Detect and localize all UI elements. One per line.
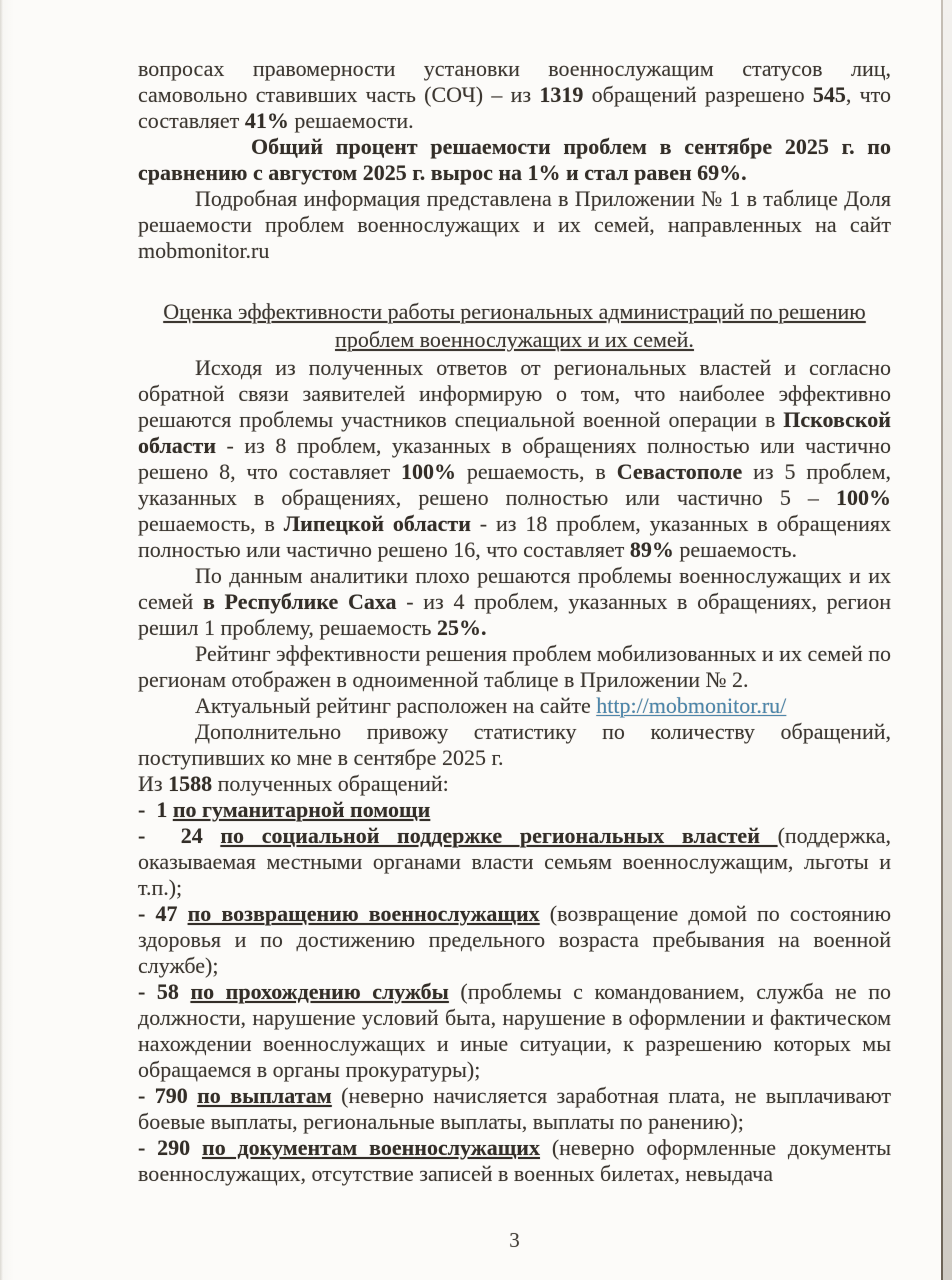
list-item-humanitarian-aid (138, 797, 891, 823)
text-segment: - 58 (138, 979, 191, 1004)
text-segment: Исходя из полученных ответов от региональных властей и согласно обратной связи заявителей информирую о том, что наиболее эффективно решаются проблемы участников специальной военной операции в (138, 355, 891, 432)
text-segment: Подробная информация представлена в Приложении № 1 в таблице Доля решаемости проблем военнослужащих и их семей, направленных на сайт mobmonitor.ru (138, 186, 891, 263)
text-segment: - из 18 проблем, указанных в обращениях полностью или частично решено 16, что составляет (138, 511, 891, 562)
text-segment: по социальной поддержке региональных властей (220, 823, 778, 848)
document-content (138, 56, 891, 1187)
text-segment: решаемость, в (138, 511, 284, 536)
text-segment: 25%. (436, 615, 487, 640)
text-segment: 89% (629, 537, 674, 562)
paragraph-sakha-republic (138, 563, 891, 641)
text-segment: (неверно начисляется заработная плата, не выплачивают боевые выплаты, региональные выплаты, выплаты по ранению); (138, 1083, 892, 1134)
text-segment: по гуманитарной помощи (172, 797, 431, 822)
text-segment: Дополнительно привожу статистику по количеству обращений, поступивших ко мне в сентябре 2025 г. (138, 719, 891, 770)
text-segment: (поддержка, оказываемая местными органами власти семьям военнослужащим, льготы и т.п.); (138, 823, 891, 900)
text-segment: Псковской области (138, 407, 891, 458)
text-segment: По данным аналитики плохо решаются проблемы военнослужащих и их семей (138, 563, 891, 614)
text-segment: Севастополе (616, 459, 743, 484)
list-item-social-support (138, 823, 891, 901)
text-segment: (проблемы с командованием, служба не по должности, нарушение условий быта, нарушение в оформлении и фактическом нахождении военнослужащих и иные ситуации, к разрешению которых мы обращаемся в органы прокуратуры); (138, 979, 891, 1082)
page-number: 3 (509, 1228, 520, 1252)
text-segment: обращений разрешено (583, 82, 813, 107)
text-segment: - 24 (138, 823, 221, 848)
paragraph-rating-appendix-2 (138, 641, 891, 693)
paragraph-appendix-1 (138, 186, 891, 264)
paragraph-total-appeals (138, 771, 891, 797)
text-segment: , что составляет (138, 82, 892, 133)
text-segment: по прохождению службы (190, 979, 449, 1004)
text-segment: 1588 (168, 771, 213, 796)
text-segment: Оценка эффективности работы региональных администраций по решению проблем военнослужащих и их семей. (163, 299, 866, 352)
text-segment: решаемости. (288, 108, 414, 133)
list-item-service-conditions (138, 979, 891, 1083)
text-segment: решаемость, в (456, 459, 617, 484)
text-segment: 100% (401, 459, 456, 484)
text-segment: в Республике Саха (202, 589, 397, 614)
paragraph-september-stats-intro (138, 719, 891, 771)
mobmonitor-link[interactable]: http://mobmonitor.ru/ (596, 693, 787, 718)
paragraph-region-effectiveness (138, 355, 891, 563)
text-segment: 545 (812, 82, 846, 107)
list-item-payments (138, 1083, 891, 1135)
paragraph-overall-percent (138, 134, 891, 186)
text-segment: полученных обращений: (212, 771, 449, 796)
text-segment: по возвращению военнослужащих (187, 901, 540, 926)
text-segment: - 290 (138, 1135, 203, 1160)
text-segment: - из 4 проблем, указанных в обращениях, регион решил 1 проблему, решаемость (138, 589, 891, 640)
paragraph-actual-rating-link (138, 693, 891, 719)
text-segment: из 5 проблем, указанных в обращениях, решено полностью или частично 5 – (138, 459, 891, 510)
text-segment: - 47 (138, 901, 188, 926)
text-segment: 1319 (539, 82, 584, 107)
text-segment: (возвращение домой по состоянию здоровья и по достижению предельного возраста пребывания на военной службе); (138, 901, 891, 978)
text-segment: - 790 (138, 1083, 198, 1108)
text-segment: по выплатам (197, 1083, 332, 1108)
section-heading-regional-administrations (138, 298, 891, 354)
scan-right-edge-line (941, 0, 943, 1280)
text-segment: Общий процент решаемости проблем в сентябре 2025 г. по сравнению с августом 2025 г. вырос на 1% и стал равен 69%. (138, 134, 891, 185)
text-segment: 41% (244, 108, 289, 133)
text-segment: Из (138, 771, 169, 796)
text-segment: Рейтинг эффективности решения проблем мобилизованных и их семей по регионам отображен в одноименной таблице в Приложении № 2. (138, 641, 891, 692)
text-segment: решаемость. (673, 537, 798, 562)
text-segment: по документам военнослужащих (202, 1135, 540, 1160)
text-segment: - из 8 проблем, указанных в обращениях полностью или частично решено 8, что составляет (138, 433, 891, 484)
paragraph-soch-resolution (138, 56, 891, 134)
scan-right-edge-strip (943, 0, 952, 1280)
text-segment: - 1 (138, 797, 173, 822)
text-segment: Актуальный рейтинг расположен на сайте (195, 693, 597, 718)
text-segment: Липецкой области (283, 511, 471, 536)
list-item-return-of-servicemen (138, 901, 891, 979)
text-segment: вопросах правомерности установки военнослужащим статусов лиц, самовольно ставивших часть (СОЧ) – из (138, 56, 891, 107)
text-segment: 100% (836, 485, 891, 510)
list-item-documents (138, 1135, 891, 1187)
text-segment: (неверно оформленные документы военнослужащих, отсутствие записей в военных билетах, невыдача (138, 1135, 891, 1186)
scan-left-edge (0, 0, 3, 1280)
